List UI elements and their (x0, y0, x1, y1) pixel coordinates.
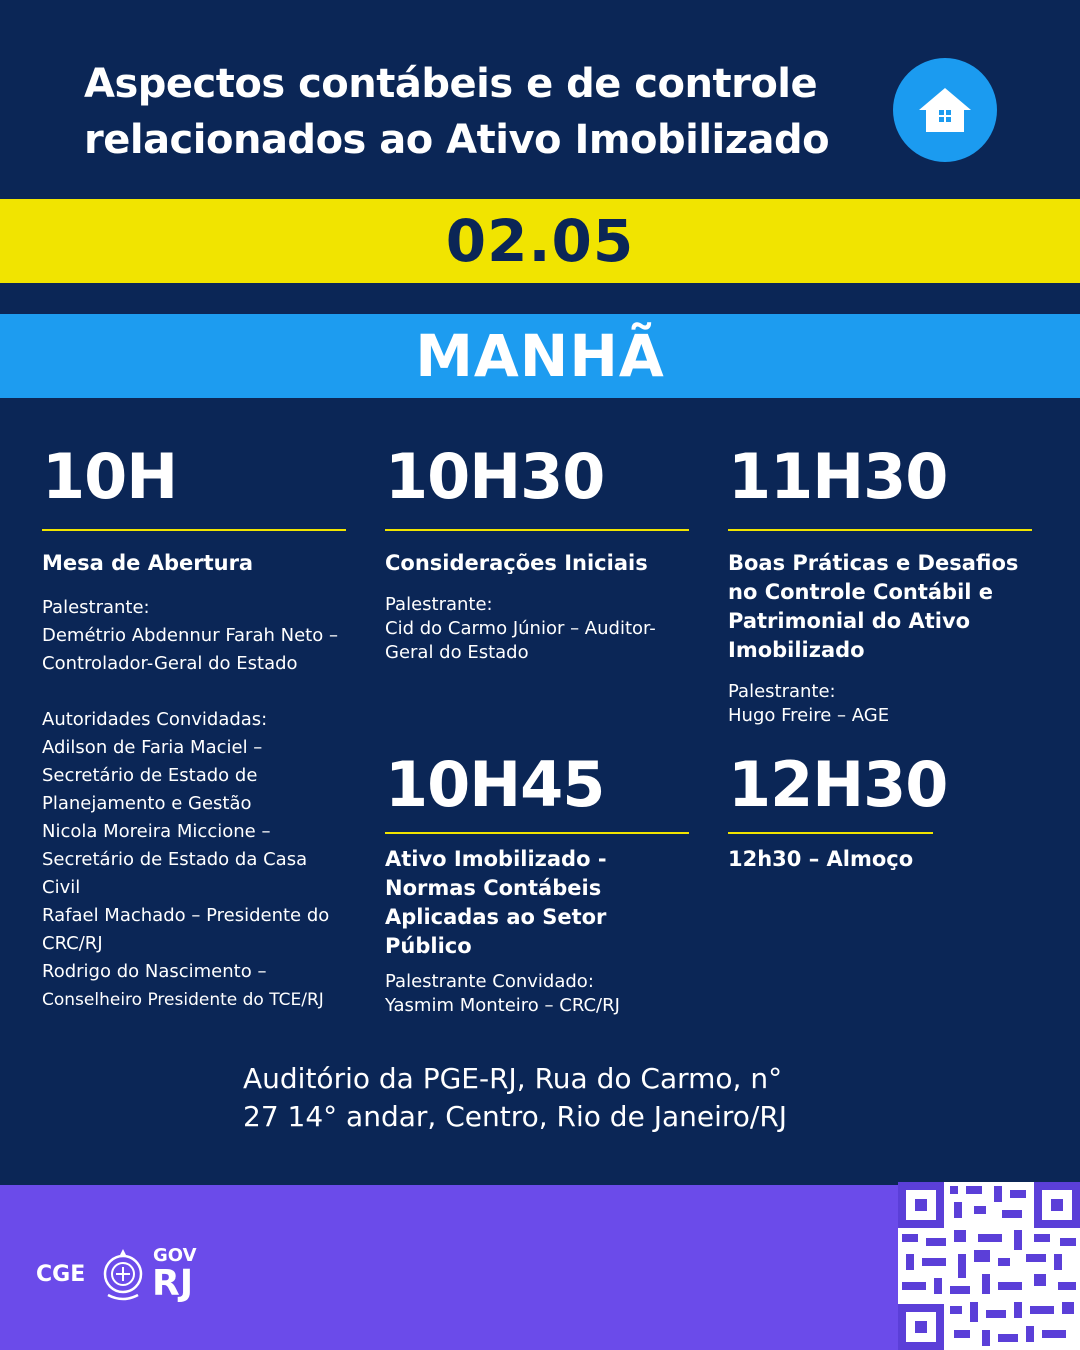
divider (42, 529, 346, 531)
event-address (243, 1060, 843, 1136)
qr-code-icon[interactable] (898, 1182, 1080, 1350)
divider (728, 832, 933, 834)
detail-line: Geral do Estado (385, 642, 529, 663)
slot-title: Mesa de Abertura (42, 551, 254, 575)
detail-line: Conselheiro Presidente do TCE/RJ (42, 990, 324, 1010)
home-icon (893, 58, 997, 162)
detail-line: Hugo Freire – AGE (728, 705, 890, 726)
title-line: Público (385, 934, 472, 958)
detail-line: Cid do Carmo Júnior – Auditor- (385, 618, 656, 639)
address-line-2: 27 14° andar, Centro, Rio de Janeiro/RJ (243, 1100, 788, 1133)
slot-time: 12H30 (728, 748, 948, 821)
period-label: MANHÃ (415, 322, 665, 390)
date-band (0, 199, 1080, 283)
detail-line: Controlador-Geral do Estado (42, 653, 298, 674)
slot-time: 10H (42, 440, 178, 513)
detail-line: Palestrante Convidado: (385, 971, 594, 992)
detail-line: Yasmim Monteiro – CRC/RJ (385, 995, 620, 1016)
period-band (0, 314, 1080, 398)
rj-logo-text: RJ (152, 1263, 194, 1304)
slot-details (385, 970, 620, 1018)
divider (385, 529, 689, 531)
slot-details (385, 593, 656, 665)
title-line: no Controle Contábil e (728, 580, 994, 604)
slot-details (728, 680, 889, 728)
detail-line: Secretário de Estado de (42, 765, 258, 786)
detail-line: Secretário de Estado da Casa (42, 849, 308, 870)
title-line: Aplicadas ao Setor (385, 905, 607, 929)
detail-line: Rodrigo do Nascimento – (42, 961, 267, 982)
divider (385, 832, 689, 834)
slot-title: 12h30 – Almoço (728, 847, 914, 871)
divider (728, 529, 1032, 531)
slot-title (728, 549, 1018, 665)
slot-time: 10H30 (385, 440, 605, 513)
title-line: Patrimonial do Ativo (728, 609, 971, 633)
detail-line: Nicola Moreira Miccione – (42, 821, 271, 842)
slot-title: Considerações Iniciais (385, 551, 648, 575)
title-line: Boas Práticas e Desafios (728, 551, 1019, 575)
detail-line (42, 678, 338, 706)
cge-logo: CGE (36, 1262, 86, 1287)
slot-time: 11H30 (728, 440, 948, 513)
slot-time: 10H45 (385, 748, 605, 821)
slot-title (385, 845, 607, 961)
detail-line: Autoridades Convidadas: (42, 709, 268, 730)
detail-line: Adilson de Faria Maciel – (42, 737, 263, 758)
page-title (84, 56, 884, 168)
gov-logo-text: GOV (153, 1245, 197, 1266)
detail-line: CRC/RJ (42, 933, 103, 954)
detail-line: Demétrio Abdennur Farah Neto – (42, 625, 338, 646)
slot-details (42, 594, 338, 1014)
header (0, 0, 1080, 198)
event-date: 02.05 (445, 207, 635, 275)
title-line: Ativo Imobilizado - (385, 847, 607, 871)
detail-line: Rafael Machado – Presidente do (42, 905, 330, 926)
title-line: Normas Contábeis (385, 876, 602, 900)
detail-line: Palestrante: (385, 594, 493, 615)
address-line-1: Auditório da PGE-RJ, Rua do Carmo, n° (243, 1062, 783, 1095)
detail-line: Civil (42, 877, 81, 898)
title-line: Imobilizado (728, 638, 865, 662)
state-seal-icon (100, 1245, 146, 1307)
detail-line: Palestrante: (42, 597, 150, 618)
title-line-1: Aspectos contábeis e de controle (84, 61, 818, 107)
detail-line: Planejamento e Gestão (42, 793, 252, 814)
detail-line: Palestrante: (728, 681, 836, 702)
title-line-2: relacionados ao Ativo Imobilizado (84, 117, 830, 163)
